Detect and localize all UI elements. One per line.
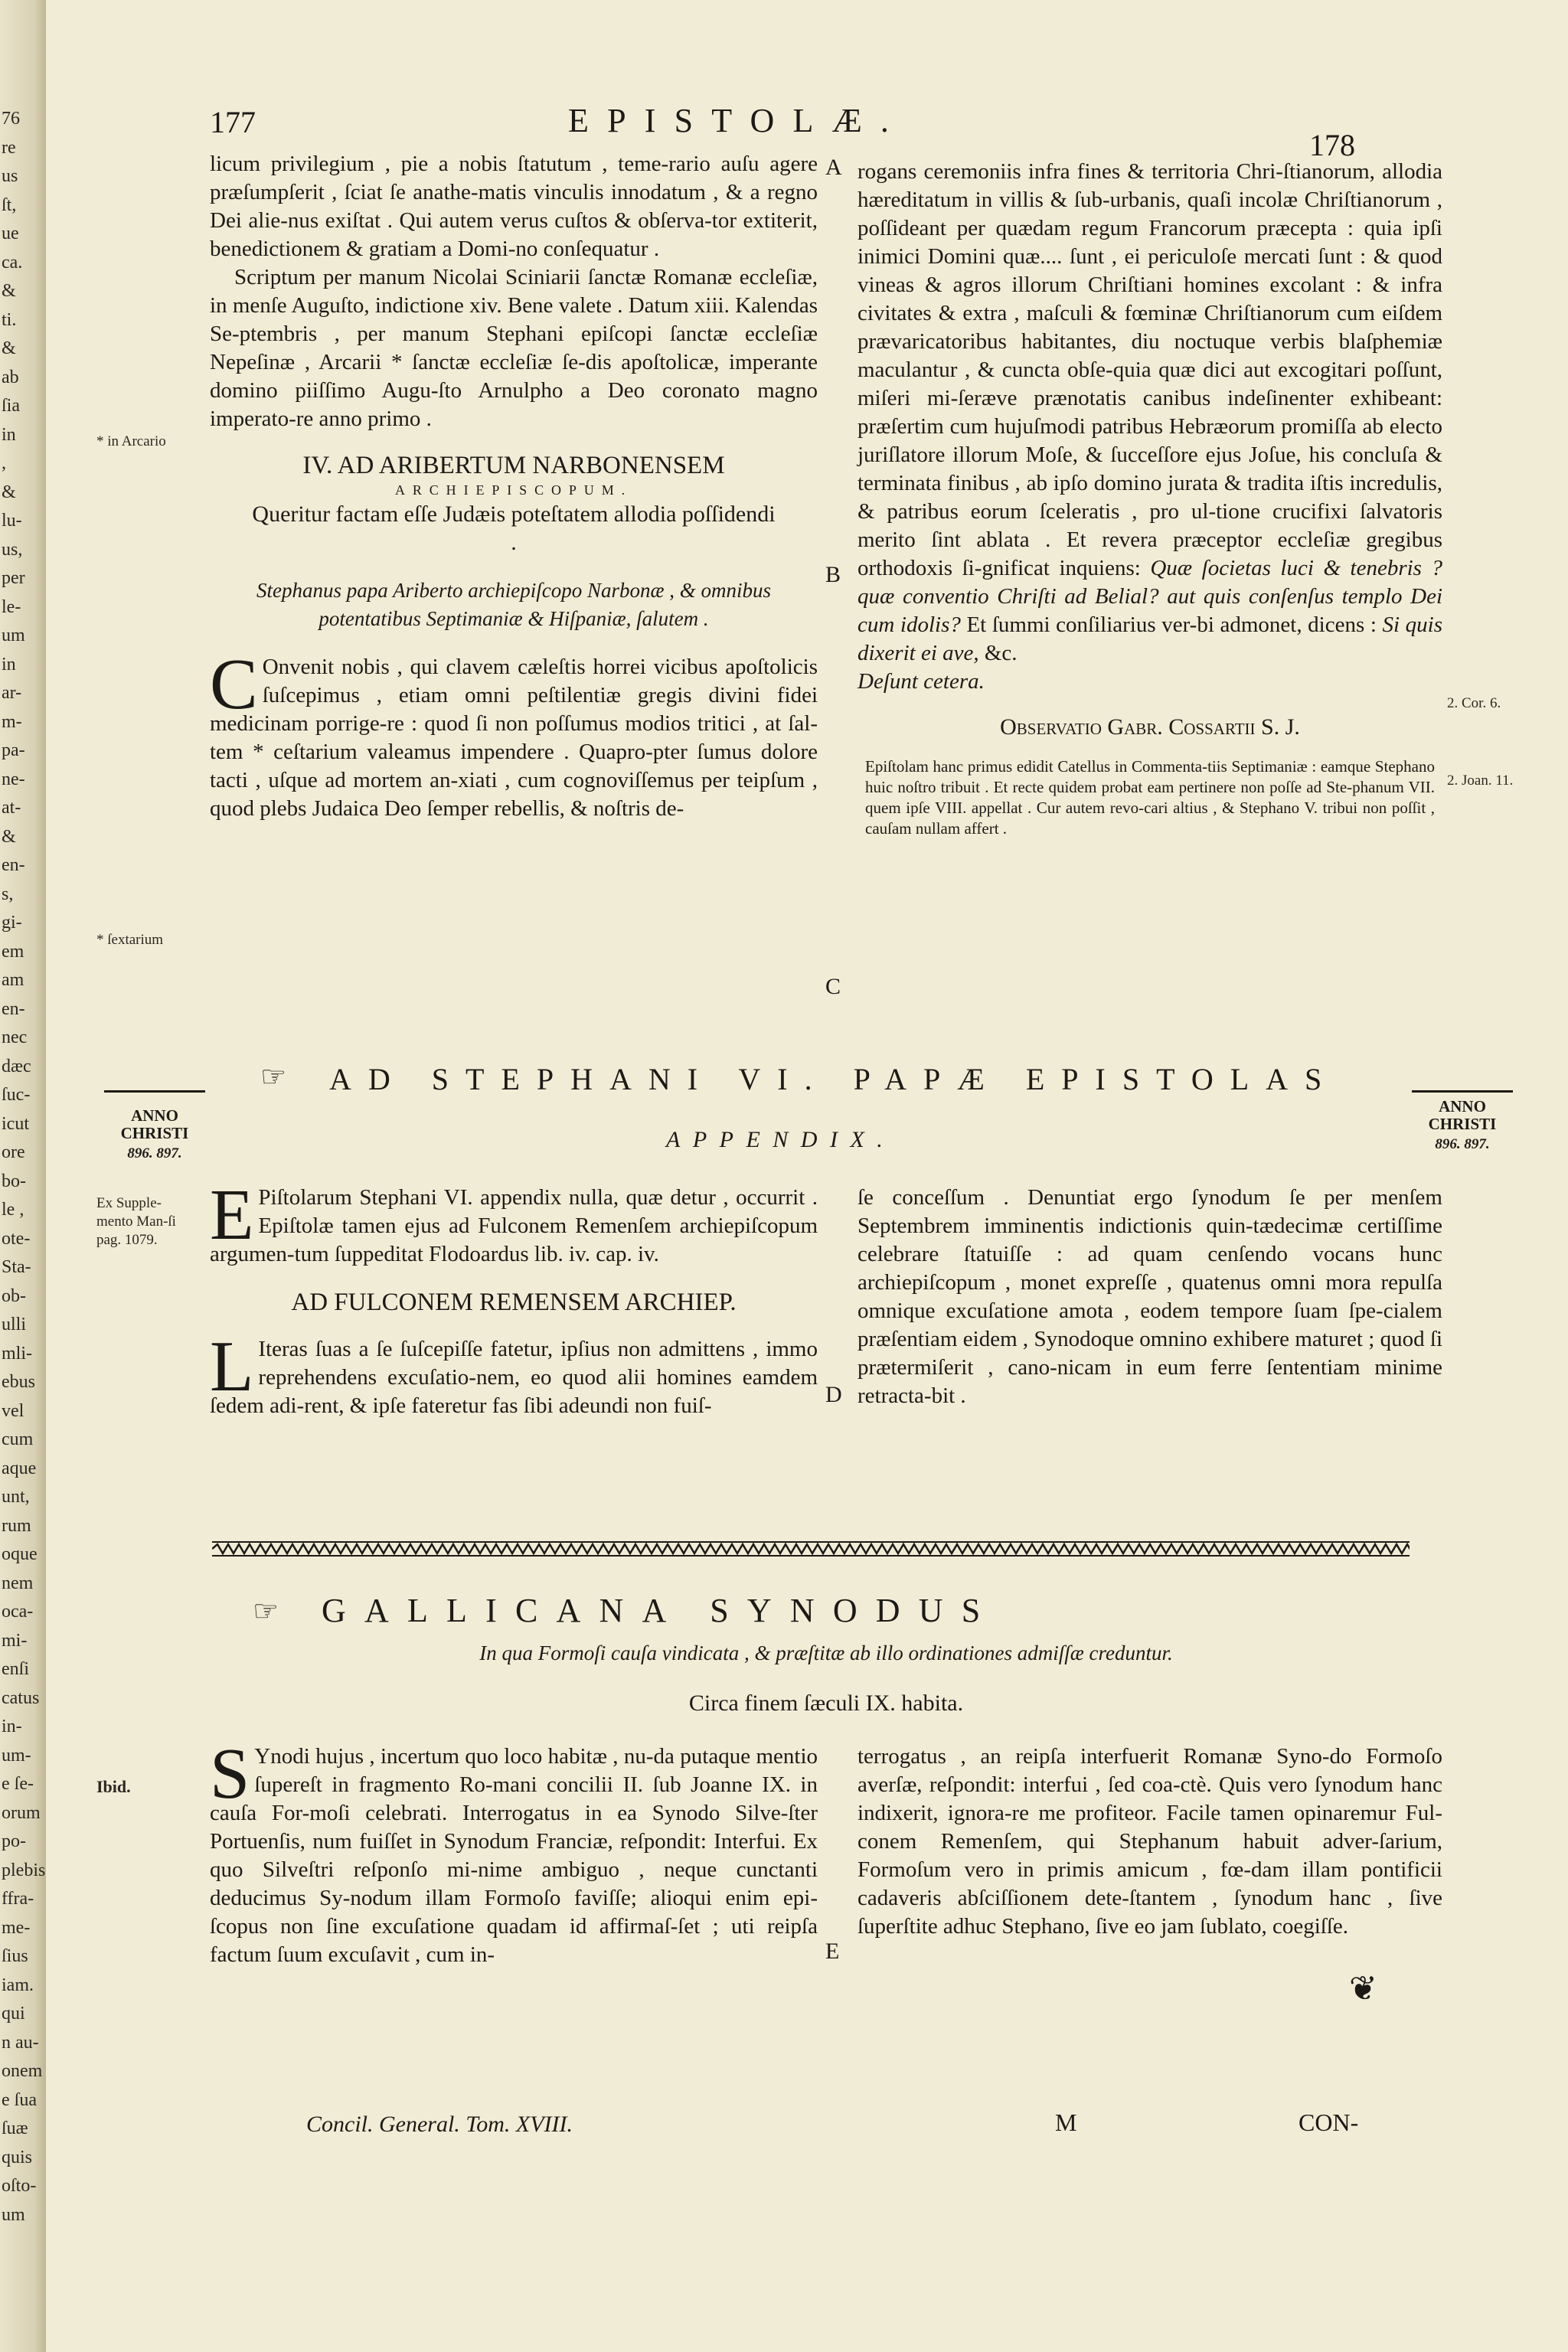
letter-continuation: [858, 158, 1442, 668]
facing-page-fragment: &: [2, 826, 16, 847]
appendix-right-column: [858, 1184, 1442, 1410]
facing-page-fragment: ore: [2, 1142, 25, 1162]
facing-page-fragment: ffra-: [2, 1889, 34, 1909]
signature-letter: M: [1055, 2109, 1077, 2136]
section-letter-a: A: [825, 155, 842, 180]
facing-page-fragment: ,: [2, 453, 6, 473]
facing-page-fragment: ebus: [2, 1372, 35, 1392]
margin-note-ibid: Ibid.: [96, 1777, 131, 1796]
facing-page-fragment: po-: [2, 1831, 26, 1851]
letter-continuation-text: rogans ceremoniis infra fines & territoria Chri-ſtianorum, allodia hæreditatum in villis & ſub-urbanis, quaſi incolæ Chriſtianorum , poſſideant per quædam regum Francorum præcepta : quia ipſi inimici Domini quæ.... ſunt , ei periculoſe mercati ſunt : & quod vineas & agros illorum Chriſtiani homines excolant : & infra civitates & extra , maſculi & fœminæ Chriſtianorum cum eiſdem prævaricatoribus habitantes, diu noctuque verbis blaſphemiæ maculantur , & cuncta obſe-quia quæ dici aut excogitari poſſunt, miſeri mi-ſeræve prænotatis canibus indeſinenter exhibeant: præſertim cum hujuſmodi patribus Hebræorum promiſſa ab electo juriſlatore illorum Moſe, & ſucceſſore ejus Joſue, his concluſa & terminata finibus , ab ipſo domino jurata & tradita iſtis incredulis, & patribus eorum ſceleratis , pro ul-tione crucifixi ſalvatoris merito ſint ablata . Et revera præceptor eccleſiæ gregibus orthodoxis ſi-gnificat inquiens:: [858, 159, 1442, 580]
facing-page-fragment: 76: [2, 109, 20, 129]
facing-page-margin: [0, 0, 46, 2352]
section-letter-c-left: C: [825, 974, 841, 999]
appendix-title: AD STEPHANI VI. PAPÆ EPISTOLAS: [329, 1062, 1339, 1096]
pointing-hand-icon: ☞: [260, 1061, 287, 1093]
synod-left-column: [210, 1734, 818, 1969]
facing-page-fragment: in-: [2, 1717, 22, 1736]
synod-right-column: [858, 1743, 1442, 1941]
facing-page-fragment: pa-: [2, 740, 25, 760]
facing-page-fragment: ab: [2, 367, 19, 387]
facing-page-fragment: ſuc-: [2, 1085, 31, 1105]
facing-page-fragment: gi-: [2, 913, 22, 933]
synod-title: GALLICANA SYNODUS: [322, 1592, 999, 1629]
margin-note-joan: 2. Joan. 11.: [1447, 773, 1514, 789]
scripture-quote-2: Si quis dixerit ei ave,: [858, 612, 1442, 665]
facing-page-fragment: mi-: [2, 1630, 28, 1651]
facing-page-fragment: aque: [2, 1458, 37, 1478]
anno-right-years: 896. 897.: [1435, 1136, 1490, 1152]
facing-page-fragment: ne-: [2, 769, 25, 789]
facing-page-fragment: nem: [2, 1573, 34, 1593]
facing-page-fragment: &: [2, 338, 16, 358]
facing-page-fragment: cum: [2, 1429, 34, 1449]
letter-heading-sub: ARCHIEPISCOPUM.: [394, 482, 633, 498]
facing-page-fragment: lu-: [2, 511, 22, 531]
facing-page-fragment: m-: [2, 711, 22, 732]
synod-right-text: terrogatus , an reipſa interfuerit Romanæ Syno-do Formoſo averſæ, reſpondit: interfui , ſed coa-ctè. Quis vero ſynodum hanc indixerit, ignora-re me profiteor. Facile tamen opinaremur Ful-conem Remenſem, qui Stephanum habuit adver-ſarium, Formoſum vero in primis amicum , fœ-dam illam pontificii cadaveris abſciſſionem dete-ſtantem , ſynodum hanc , ſive ſuperſtite adhuc Stephano, ſive eo jam ſublato, coegiſſe.: [858, 1744, 1442, 1939]
facing-page-fragment: enſi: [2, 1659, 29, 1679]
facing-page-fragment: em: [2, 941, 24, 962]
facing-page-fragment: le ,: [2, 1200, 24, 1220]
section-letter-e: E: [825, 1939, 840, 1964]
etc-text: &c.: [978, 641, 1018, 665]
facing-page-fragment: me-: [2, 1917, 31, 1938]
facing-page-fragment: per: [2, 568, 25, 588]
facing-page-fragment: ti.: [2, 309, 17, 330]
facing-page-fragment: ſia: [2, 396, 20, 416]
appendix-intro: Piſtolarum Stephani VI. appendix nulla, quæ detur , occurrit . Epiſtolæ tamen ejus ad Fulconem Remenſem archiepiſcopum argumen-tum ſuppeditat Flodoardus lib. iv. cap. iv.: [210, 1185, 818, 1266]
fulco-letter-text: Iteras ſuas a ſe ſuſcepiſſe fatetur, ipſius non admittens , immo reprehendens excuſatio-nem, eo quod alii homines eamdem ſedem adi-rent, & ipſe fateretur fas ſibi adeundi non fuiſ-: [210, 1337, 818, 1418]
facing-page-fragment: unt,: [2, 1487, 30, 1507]
facing-page-fragment: e ſe-: [2, 1774, 34, 1794]
margin-note-arcario: * in Arcario: [96, 433, 166, 449]
facing-page-fragment: e ſua: [2, 2089, 37, 2110]
anno-left: ANNO CHRISTI: [120, 1106, 189, 1142]
fulco-letter-continuation: ſe conceſſum . Denuntiat ergo ſynodum ſe per menſem Septembrem imminentis indictionis quin-tædecimæ certiſſime celebrare ſtatuiſſe : ad quam cenſendo vocans hunc archiepiſcopum , monet expreſſe , quatenus omni mora repulſa omnique excuſatione amota , eodem tempore ſuam ſpe-cialem præſentiam eidem , Synodoque omnino exhibere maturet ; quod ſi prætermiſerit , cano-nicam in eum ferre ſententiam minime retracta-bit .: [858, 1185, 1442, 1408]
letter-continuation-text-2: Et ſummi conſiliarius ver-bi admonet, dicens :: [960, 612, 1377, 637]
facing-page-fragment: onem: [2, 2061, 43, 2081]
right-page-number: 178: [1309, 128, 1355, 162]
facing-page-fragment: iam.: [2, 1975, 34, 1995]
appendix-subtitle: APPENDIX.: [666, 1127, 896, 1152]
facing-page-fragment: ote-: [2, 1228, 31, 1249]
letter-salutation: Stephanus papa Ariberto archiepiſcopo Narbonæ , & omnibus potentatibus Septimaniæ & Hiſpaniæ, ſalutem .: [256, 579, 771, 630]
facing-page-fragment: orum: [2, 1802, 41, 1823]
facing-page-fragment: us,: [2, 539, 23, 560]
facing-page-fragment: nec: [2, 1027, 28, 1047]
left-page-number: 177: [210, 105, 256, 139]
rule-left: [104, 1090, 205, 1093]
facing-page-fragment: oſto-: [2, 2176, 37, 2196]
observatio-text: Epiſtolam hanc primus edidit Catellus in Commenta-tiis Septimaniæ : eamque Stephano huic noſtro tribuit . Et recte quidem probat eam pertinere non poſſe ad Ste-phanum VII. quem ipſe VIII. appellat . Cur autem revo-cari altius , & Stephano V. tribui non poſſit , cauſam nullam affert .: [865, 757, 1435, 838]
facing-page-fragment: plebis: [2, 1860, 46, 1880]
book-page: [46, 0, 1568, 2352]
pointing-hand-icon-2: ☞: [253, 1596, 279, 1628]
anno-left-years: 896. 897.: [127, 1145, 182, 1161]
facing-page-fragment: am: [2, 970, 24, 990]
facing-page-fragment: at-: [2, 798, 21, 818]
facing-page-fragment: um-: [2, 1745, 31, 1766]
facing-page-fragment: oque: [2, 1544, 38, 1564]
facing-page-fragment: dæc: [2, 1056, 31, 1076]
dating-clause: Scriptum per manum Nicolai Sciniarii ſanctæ Romanæ eccleſiæ, in menſe Auguſto, indictione xiv. Bene valete . Datum xiii. Kalendas Se-ptembris , per manum Stephani epiſcopi ſanctæ eccleſiæ Nepeſinæ , Arcarii * ſanctæ eccleſiæ ſe-dis apoſtolicæ, imperante domino piiſſimo Augu-ſto Arnulpho a Deo coronato magno imperato-re anno primo .: [210, 265, 818, 431]
facing-page-fragment: qui: [2, 2004, 25, 2024]
facing-page-fragment: &: [2, 281, 16, 301]
drop-cap-s: S: [210, 1734, 250, 1814]
facing-page-fragment: re: [2, 137, 16, 158]
observatio-title: Observatio Gabr. Cossartii S. J.: [1000, 714, 1300, 740]
synod-date: Circa finem ſæculi IX. habita.: [688, 1690, 964, 1716]
anno-right: ANNO CHRISTI: [1428, 1097, 1497, 1133]
fulco-letter-heading: AD FULCONEM REMENSEM ARCHIEP.: [291, 1289, 737, 1316]
ornamental-border: [212, 1540, 1410, 1557]
facing-page-fragment: catus: [2, 1687, 40, 1708]
facing-page-fragment: ſt,: [2, 194, 17, 215]
desunt-cetera: Deſunt cetera.: [858, 669, 985, 694]
letter-summary: Queritur factam eſſe Judæis poteſtatem allodia poſſidendi .: [252, 501, 776, 555]
facing-page-fragment: quis: [2, 2147, 33, 2167]
margin-note-cor: 2. Cor. 6.: [1447, 695, 1501, 711]
facing-page-fragment: n au-: [2, 2032, 39, 2053]
facing-page-fragment: le-: [2, 596, 21, 617]
section-letter-d: D: [825, 1382, 842, 1407]
facing-page-fragment: um: [2, 2204, 25, 2225]
facing-page-fragment: mli-: [2, 1343, 32, 1364]
facing-page-fragment: rum: [2, 1515, 31, 1536]
facing-page-fragment: &: [2, 482, 16, 502]
facing-page-fragment: in: [2, 654, 16, 675]
facing-page-fragment: in: [2, 424, 16, 445]
facing-page-fragment: ue: [2, 224, 19, 243]
section-letter-b: B: [825, 562, 841, 587]
synod-left-text: Ynodi hujus , incertum quo loco habitæ , nu-da putaque mentio ſupereſt in fragmento Ro-mani concilii II. ſub Joanne IX. in cauſa For-moſi celebrati. Interrogatus in ea Synodo Silve-ſter Portuenſis, num fuiſſet in Synodum Franciæ, reſpondit: Interfui. Ex quo Silveſtri reſponſo mi-nime ambiguo , neque cunctanti deducimus Sy-nodum illam Formoſo faviſſe; alioqui enim epi-ſcopus non ſine excuſatione quadam id affirmaſ-ſet ; uti reipſa factum ſuum excuſavit , cum in-: [210, 1744, 818, 1967]
facing-page-fragment: ſuæ: [2, 2118, 28, 2138]
facing-page-fragment: ar-: [2, 683, 22, 703]
facing-page-fragment: ulli: [2, 1315, 27, 1334]
facing-page-fragment: vel: [2, 1400, 24, 1421]
drop-cap-c: C: [210, 645, 258, 724]
letter-ending-paragraph: licum privilegium , pie a nobis ſtatutum , teme-rario auſu agere præſumpſerit , ſciat ſe anathe-matis vinculis innodatum , & a regno Dei alie-nus exiſtat . Qui autem verus cuſtos & obſerva-tor extiterit, benedictionem & gratiam a Domi-no conſequatur .: [210, 152, 818, 261]
margin-note-supplement: Ex Supple-mento Man-ſi pag. 1079.: [96, 1195, 176, 1248]
facing-page-fragment: en-: [2, 998, 25, 1019]
right-column-upper: [858, 158, 1442, 839]
catchword: CON-: [1298, 2109, 1359, 2136]
running-title: EPISTOLÆ.: [568, 102, 908, 139]
left-column-upper: [210, 150, 818, 823]
facing-page-fragment: s,: [2, 884, 14, 904]
facing-page-fragment: ſius: [2, 1946, 28, 1966]
facing-page-fragment: ob-: [2, 1285, 26, 1306]
facing-page-fragment: ca.: [2, 252, 23, 273]
flourish-icon: ❦: [1349, 1970, 1377, 2007]
drop-cap-e: E: [210, 1175, 254, 1255]
appendix-left-column: [210, 1175, 818, 1420]
drop-cap-l: L: [210, 1327, 254, 1406]
scripture-quote-1: Quæ ſocietas luci & tenebris ? quæ conventio Chriſti ad Belial? aut quis conſenſus templo Dei cum idolis?: [858, 556, 1443, 637]
facing-page-fragment: oca-: [2, 1602, 34, 1622]
printer-signature-line: Concil. General. Tom. XVIII.: [306, 2112, 573, 2137]
margin-note-sextarium: * ſextarium: [96, 932, 164, 948]
synod-subtitle: In qua Formoſi cauſa vindicata , & præſtitæ ab illo ordinationes admiſſæ creduntur.: [479, 1642, 1173, 1664]
facing-page-fragment: icut: [2, 1113, 29, 1134]
letter-body-start: [210, 645, 818, 823]
letter-body-text: Onvenit nobis , qui clavem cæleſtis horrei vicibus apoſtolicis ſuſcepimus , etiam omni peſtilentiæ gregis divini fidei medicinam porrige-re : quod ſi non poſſumus modios tritici , at ſal-tem * ceſtarium valeamus impendere . Quapro-pter ſumus dolore tacti , uſque ad mortem an-xiati , cum cognoviſſemus per teipſum , quod plebs Judaica Deo ſemper rebellis, & noſtris de-: [210, 655, 818, 821]
facing-page-fragment: us: [2, 166, 18, 186]
facing-page-fragment: en-: [2, 855, 25, 875]
letter-heading: IV. AD ARIBERTUM NARBONENSEM: [302, 452, 725, 479]
facing-page-fragment: bo-: [2, 1171, 26, 1191]
facing-page-fragment: Sta-: [2, 1257, 31, 1277]
rule-right: [1412, 1090, 1513, 1093]
facing-page-fragment: um: [2, 626, 25, 645]
